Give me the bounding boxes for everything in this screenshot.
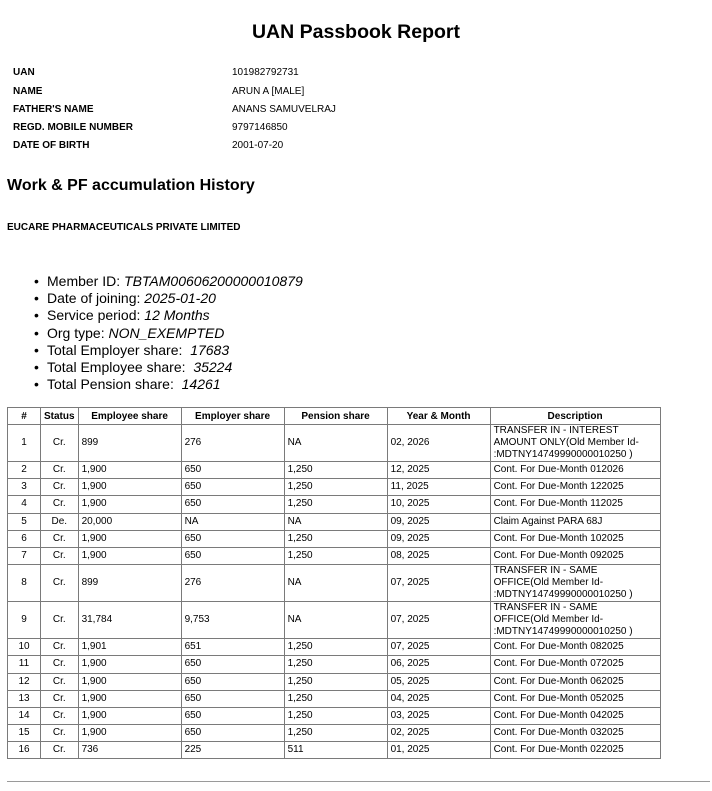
- row-year-month: 09, 2025: [387, 513, 490, 530]
- description-line: OFFICE(Old Member Id-: [493, 577, 604, 589]
- row-status: Cr.: [41, 742, 79, 759]
- row-status: Cr.: [41, 656, 79, 673]
- description-line: TRANSFER IN - INTEREST: [493, 425, 619, 436]
- row-pension-share: 1,250: [284, 462, 387, 479]
- table-row: [8, 690, 661, 707]
- row-employee-share: 1,900: [78, 547, 181, 564]
- col-header-description: Description: [490, 408, 660, 425]
- table-row: [8, 707, 661, 724]
- name-label: NAME: [13, 86, 43, 97]
- row-description: [490, 547, 660, 564]
- row-description: [490, 462, 660, 479]
- row-employee-share: 1,900: [78, 690, 181, 707]
- row-pension-share: 1,250: [284, 479, 387, 496]
- row-pension-share: NA: [284, 565, 387, 602]
- row-year-month: 09, 2025: [387, 530, 490, 547]
- row-year-month: 01, 2025: [387, 742, 490, 759]
- row-description: [490, 690, 660, 707]
- summary-item: • Total Employer share: 17683: [34, 341, 230, 358]
- summary-list: [34, 273, 303, 393]
- row-employer-share: 650: [181, 707, 284, 724]
- row-number: 15: [8, 725, 41, 742]
- row-status: Cr.: [41, 639, 79, 656]
- row-number: 4: [8, 496, 41, 513]
- row-pension-share: 1,250: [284, 496, 387, 513]
- row-employee-share: 20,000: [78, 513, 181, 530]
- row-employer-share: 276: [181, 425, 284, 462]
- description-line: Cont. For Due-Month 042025: [493, 709, 624, 721]
- uan-value: 101982792731: [232, 67, 299, 78]
- table-header-row: [8, 408, 661, 425]
- row-employer-share: 651: [181, 639, 284, 656]
- col-header-employee-share: Employee share: [78, 408, 181, 425]
- row-description: [490, 479, 660, 496]
- row-description: [490, 639, 660, 656]
- table-row: [8, 513, 661, 530]
- dob-label: DATE OF BIRTH: [13, 140, 90, 151]
- description-line: TRANSFER IN - SAME: [493, 565, 598, 577]
- row-employer-share: 225: [181, 742, 284, 759]
- row-number: 11: [8, 656, 41, 673]
- description-line: Cont. For Due-Month 022025: [493, 744, 624, 756]
- row-pension-share: 1,250: [284, 673, 387, 690]
- summary-label: Date of joining:: [47, 290, 141, 307]
- col-header-employer-share: Employer share: [181, 408, 284, 425]
- description-line: Cont. For Due-Month 032025: [493, 727, 624, 739]
- table-row: [8, 496, 661, 513]
- col-header-status: Status: [41, 408, 79, 425]
- summary-label: Service period:: [47, 307, 141, 324]
- description-line: TRANSFER IN - SAME: [493, 602, 598, 614]
- description-line: Cont. For Due-Month 122025: [493, 481, 624, 493]
- row-status: Cr.: [41, 462, 79, 479]
- row-number: 5: [8, 513, 41, 530]
- row-employee-share: 1,900: [78, 656, 181, 673]
- row-number: 1: [8, 425, 41, 462]
- col-header-number: #: [8, 408, 41, 425]
- row-description: [490, 496, 660, 513]
- row-year-month: 04, 2025: [387, 690, 490, 707]
- description-line: Cont. For Due-Month 092025: [493, 550, 624, 562]
- summary-value: 14261: [181, 376, 221, 393]
- row-employer-share: 650: [181, 690, 284, 707]
- row-pension-share: 1,250: [284, 530, 387, 547]
- mobile-label: REGD. MOBILE NUMBER: [13, 122, 133, 133]
- table-row: [8, 639, 661, 656]
- row-status: Cr.: [41, 565, 79, 602]
- passbook-table: [7, 407, 661, 759]
- father-name-value: ANANS SAMUVELRAJ: [232, 104, 336, 115]
- row-status: Cr.: [41, 479, 79, 496]
- table-row: [8, 479, 661, 496]
- table-row: [8, 673, 661, 690]
- row-employee-share: 899: [78, 425, 181, 462]
- dob-value: 2001-07-20: [232, 140, 284, 151]
- summary-item: • Total Pension share: 14261: [34, 376, 221, 393]
- table-row: [8, 565, 661, 602]
- table-row: [8, 656, 661, 673]
- row-pension-share: 1,250: [284, 656, 387, 673]
- summary-item: • Member ID: TBTAM00606200000010879: [34, 273, 303, 289]
- row-description: [490, 742, 660, 759]
- row-year-month: 05, 2025: [387, 673, 490, 690]
- row-year-month: 07, 2025: [387, 602, 490, 639]
- row-number: 2: [8, 462, 41, 479]
- row-number: 6: [8, 530, 41, 547]
- row-employer-share: 650: [181, 462, 284, 479]
- description-line: :MDTNY14749990000010250 ): [493, 449, 633, 460]
- table-row: [8, 547, 661, 564]
- description-line: Cont. For Due-Month 052025: [493, 692, 624, 704]
- table-body: [8, 425, 661, 759]
- table-row: [8, 530, 661, 547]
- row-description: [490, 513, 660, 530]
- row-employee-share: 1,900: [78, 725, 181, 742]
- row-employee-share: 1,900: [78, 496, 181, 513]
- summary-item: • Date of joining: 2025-01-20: [34, 290, 216, 307]
- summary-value: 12 Months: [144, 307, 210, 324]
- row-pension-share: 511: [284, 742, 387, 759]
- summary-label: Total Employer share:: [47, 341, 183, 358]
- section-title: Work & PF accumulation History: [7, 177, 255, 194]
- col-header-pension-share: Pension share: [284, 408, 387, 425]
- row-pension-share: 1,250: [284, 725, 387, 742]
- row-status: Cr.: [41, 425, 79, 462]
- row-employer-share: 650: [181, 673, 284, 690]
- row-pension-share: NA: [284, 425, 387, 462]
- row-status: Cr.: [41, 707, 79, 724]
- row-employer-share: 650: [181, 496, 284, 513]
- row-number: 16: [8, 742, 41, 759]
- row-pension-share: 1,250: [284, 707, 387, 724]
- mobile-value: 9797146850: [232, 122, 288, 133]
- row-employer-share: 650: [181, 479, 284, 496]
- description-line: Claim Against PARA 68J: [493, 515, 603, 527]
- row-employee-share: 1,900: [78, 673, 181, 690]
- row-description: [490, 565, 660, 602]
- row-year-month: 07, 2025: [387, 565, 490, 602]
- summary-label: Member ID:: [47, 273, 121, 289]
- summary-item: • Total Employee share: 35224: [34, 358, 233, 375]
- row-employer-share: 650: [181, 530, 284, 547]
- table-row: [8, 742, 661, 759]
- row-employee-share: 736: [78, 742, 181, 759]
- row-status: Cr.: [41, 690, 79, 707]
- row-number: 9: [8, 602, 41, 639]
- report-title: UAN Passbook Report: [251, 21, 461, 43]
- row-description: [490, 530, 660, 547]
- summary-item: • Org type: NON_EXEMPTED: [34, 324, 225, 341]
- row-employer-share: 650: [181, 725, 284, 742]
- row-pension-share: 1,250: [284, 639, 387, 656]
- row-employee-share: 1,901: [78, 639, 181, 656]
- description-line: Cont. For Due-Month 112025: [493, 498, 623, 510]
- row-employee-share: 1,900: [78, 462, 181, 479]
- summary-value: TBTAM00606200000010879: [124, 273, 303, 289]
- company-name: EUCARE PHARMACEUTICALS PRIVATE LIMITED: [7, 222, 241, 233]
- row-pension-share: 1,250: [284, 547, 387, 564]
- row-status: Cr.: [41, 530, 79, 547]
- uan-label: UAN: [13, 67, 35, 78]
- description-line: Cont. For Due-Month 062025: [493, 675, 624, 687]
- description-line: AMOUNT ONLY(Old Member Id-: [493, 437, 639, 448]
- row-number: 12: [8, 673, 41, 690]
- row-status: Cr.: [41, 496, 79, 513]
- description-line: Cont. For Due-Month 072025: [493, 658, 624, 670]
- description-line: :MDTNY14749990000010250 ): [493, 626, 633, 638]
- description-line: OFFICE(Old Member Id-: [493, 614, 604, 626]
- row-number: 10: [8, 639, 41, 656]
- row-status: Cr.: [41, 547, 79, 564]
- description-line: Cont. For Due-Month 082025: [493, 641, 624, 653]
- row-number: 7: [8, 547, 41, 564]
- row-employer-share: 9,753: [181, 602, 284, 639]
- summary-value: 17683: [190, 341, 230, 358]
- description-line: :MDTNY14749990000010250 ): [493, 589, 633, 601]
- row-description: [490, 707, 660, 724]
- name-value: ARUN A [MALE]: [232, 86, 305, 97]
- row-year-month: 03, 2025: [387, 707, 490, 724]
- table-row: [8, 462, 661, 479]
- summary-value: 35224: [193, 358, 233, 375]
- row-number: 8: [8, 565, 41, 602]
- row-description: [490, 725, 660, 742]
- row-year-month: 08, 2025: [387, 547, 490, 564]
- table-row: [8, 602, 661, 639]
- description-line: Cont. For Due-Month 012026: [493, 464, 624, 476]
- description-line: Cont. For Due-Month 102025: [493, 532, 624, 544]
- summary-label: Org type:: [47, 324, 105, 341]
- row-employee-share: 31,784: [78, 602, 181, 639]
- summary-value: NON_EXEMPTED: [108, 324, 225, 341]
- row-year-month: 02, 2025: [387, 725, 490, 742]
- row-pension-share: 1,250: [284, 690, 387, 707]
- row-pension-share: NA: [284, 513, 387, 530]
- row-year-month: 06, 2025: [387, 656, 490, 673]
- table-row: [8, 425, 661, 462]
- row-year-month: 11, 2025: [387, 479, 490, 496]
- row-pension-share: NA: [284, 602, 387, 639]
- father-name-label: FATHER'S NAME: [13, 104, 94, 115]
- summary-label: Total Employee share:: [47, 358, 186, 375]
- row-number: 13: [8, 690, 41, 707]
- row-description: [490, 425, 660, 462]
- summary-label: Total Pension share:: [47, 376, 174, 393]
- bottom-rule: [7, 781, 710, 782]
- row-description: [490, 673, 660, 690]
- row-employer-share: 650: [181, 656, 284, 673]
- row-employer-share: NA: [181, 513, 284, 530]
- row-year-month: 10, 2025: [387, 496, 490, 513]
- row-employee-share: 1,900: [78, 707, 181, 724]
- row-number: 14: [8, 707, 41, 724]
- row-description: [490, 602, 660, 639]
- row-employee-share: 1,900: [78, 530, 181, 547]
- row-status: Cr.: [41, 725, 79, 742]
- summary-value: 2025-01-20: [144, 290, 216, 307]
- row-number: 3: [8, 479, 41, 496]
- table-row: [8, 725, 661, 742]
- row-employee-share: 899: [78, 565, 181, 602]
- row-description: [490, 656, 660, 673]
- row-employee-share: 1,900: [78, 479, 181, 496]
- row-employer-share: 276: [181, 565, 284, 602]
- row-status: De.: [41, 513, 79, 530]
- row-year-month: 12, 2025: [387, 462, 490, 479]
- row-status: Cr.: [41, 602, 79, 639]
- row-year-month: 02, 2026: [387, 425, 490, 462]
- row-status: Cr.: [41, 673, 79, 690]
- row-employer-share: 650: [181, 547, 284, 564]
- summary-item: • Service period: 12 Months: [34, 307, 210, 324]
- row-year-month: 07, 2025: [387, 639, 490, 656]
- col-header-year-month: Year & Month: [387, 408, 490, 425]
